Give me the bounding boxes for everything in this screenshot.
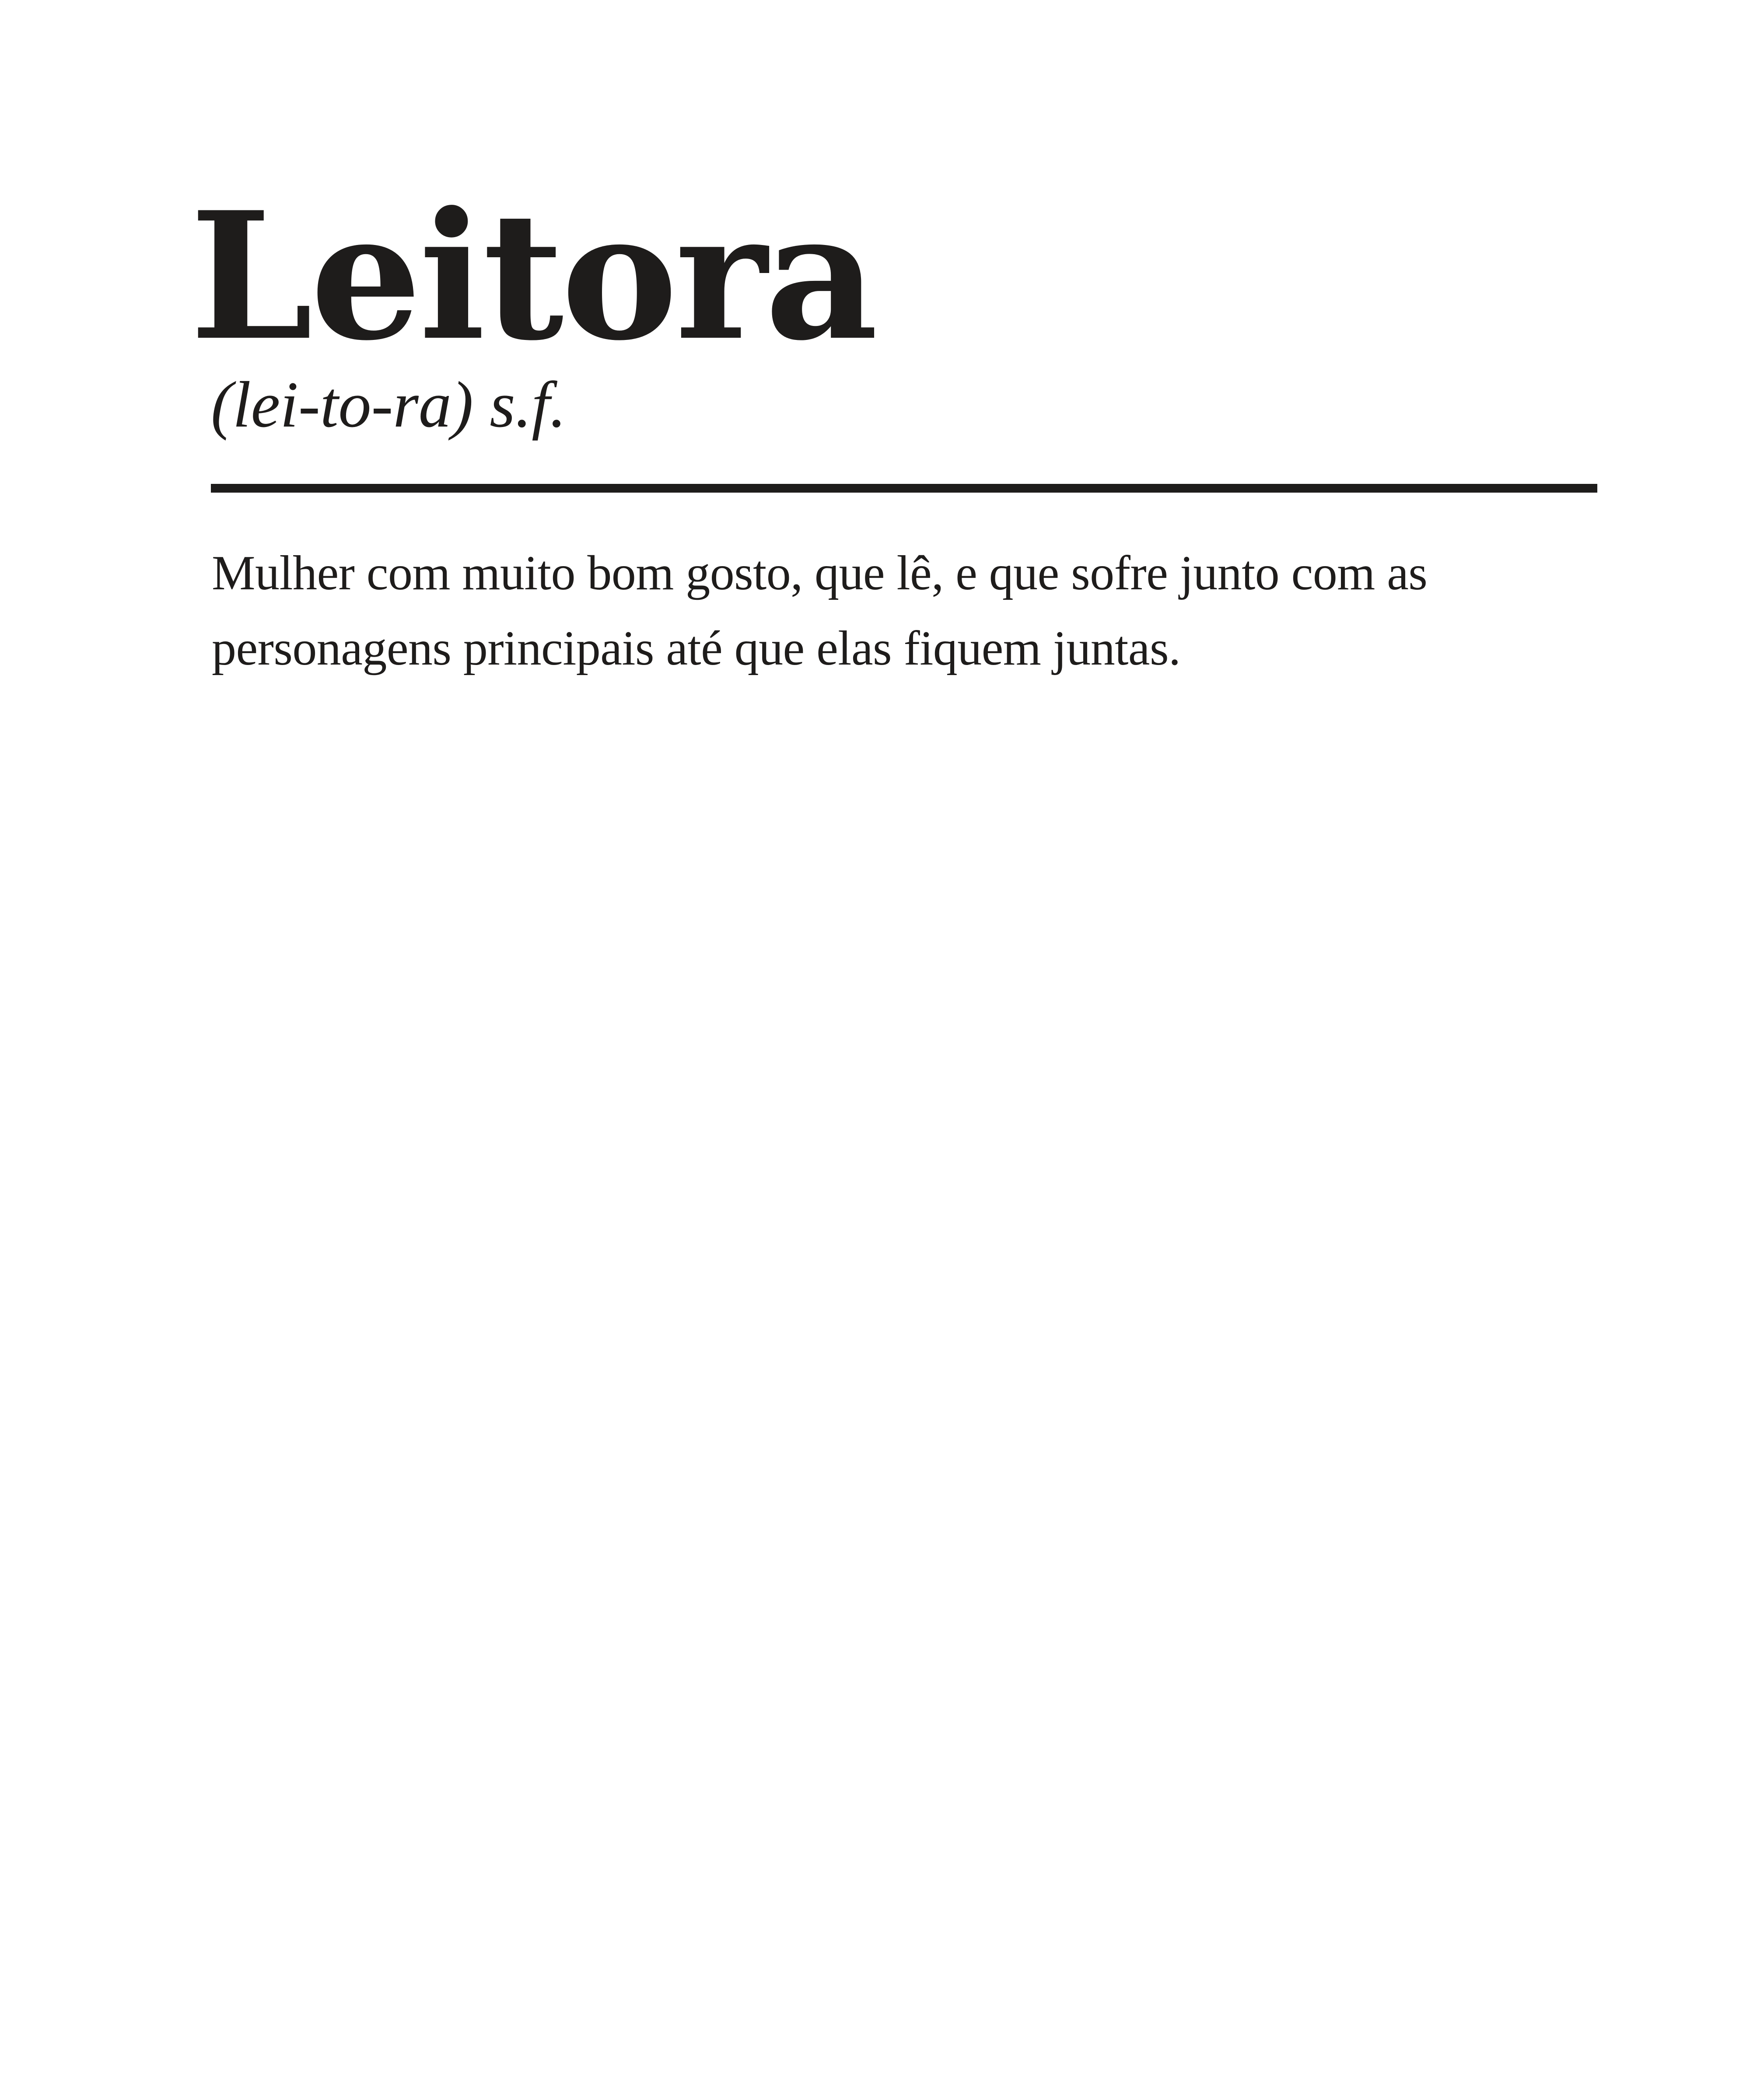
word-title: Leitora [190,174,876,379]
definition-line: Mulher com muito bom gosto, que lê, e que sofre junto com as [212,546,1428,600]
divider-rule [211,484,1597,493]
pronunciation-text: (lei-to-ra) s.f. [211,368,567,441]
definition-text [212,536,1568,686]
definition-line: personagens principais até que elas fiquem juntas. [212,621,1181,676]
